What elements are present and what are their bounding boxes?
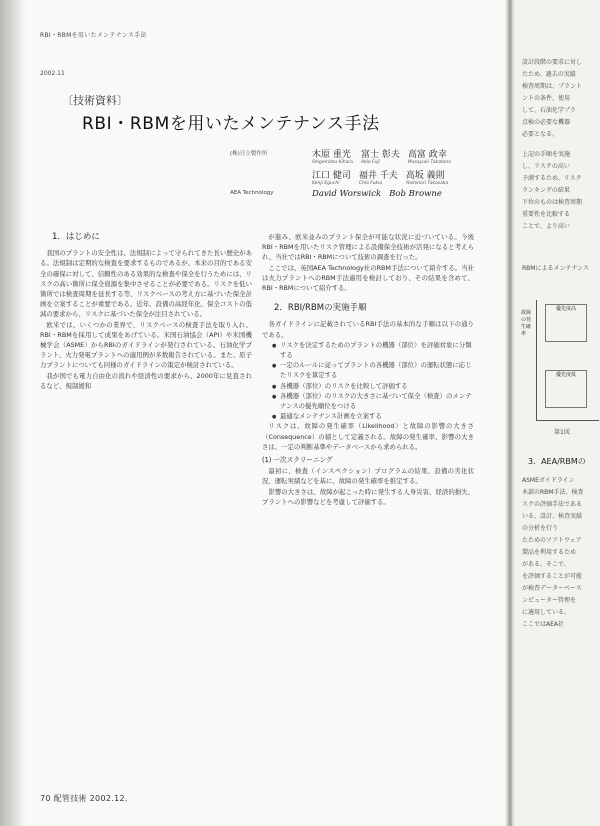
text-fragment: 設計段階の要求に対し — [522, 59, 583, 66]
text-fragment: し、リスクの高い — [522, 163, 570, 170]
body-paragraph: 各ガイドラインに記載されているRBI手法の基本的な手順は以下の通りである。 — [262, 320, 474, 339]
text-fragment: ランキングの結果 — [522, 187, 570, 194]
author-name: 高富 政幸 Masayuki Takatomi — [407, 150, 451, 165]
text-fragment: がある。そこで、 — [522, 561, 570, 568]
text-fragment: ASMEガイドライン — [522, 477, 575, 484]
article-title: RBI・RBMを用いたメンテナンス手法 — [82, 114, 380, 134]
body-paragraph: 我が国でも電力自由化の流れや経済性の要求から、2000年に見直されるなど、規制緩和 — [40, 371, 252, 390]
axis-label: 故障の発生確率 — [521, 310, 532, 337]
section-heading: 1．はじめに — [52, 232, 100, 242]
facing-page — [512, 0, 600, 826]
figure-cell: 優先度低 — [545, 370, 587, 408]
category-tag: 〔技術資料〕 — [62, 94, 128, 107]
author-name: Bob Browne — [389, 189, 442, 199]
author-name: 江口 健司 Kenji Eguchi — [312, 171, 351, 186]
text-fragment: 製品を利用するため — [522, 549, 577, 556]
risk-matrix-figure — [521, 300, 599, 421]
text-fragment: ここではAEA社 — [522, 621, 565, 628]
author-affiliation: AEA Technology — [230, 190, 274, 196]
list-item: ● 各機器（部位）のリスクの大きさに基づいて保全（検査）のメンテナンスの優先順位をつける — [272, 391, 474, 411]
text-fragment: いる。設計、検査実績 — [522, 513, 583, 520]
author-affiliation: (株)日立製作所 — [230, 151, 268, 157]
text-fragment: たため、過去の実績 — [522, 71, 576, 78]
text-fragment: 点検の必要な機器 — [522, 119, 571, 126]
author-row-1 — [230, 147, 505, 165]
body-paragraph: リスクは、故障の発生確率（Likelihood）と故障の影響の大きさ（Consequence）の積として定義される。故障の発生確率、影響の大きさは、一定の判断基準やデータベースから求められる。 — [262, 422, 474, 451]
issue-code: 2002.11 — [40, 70, 65, 77]
author-name: 高坂 義則 Yoshinori Takasaka — [405, 171, 449, 186]
text-fragment: を評価することが可能 — [522, 573, 583, 580]
text-fragment: 下位のものは検査周期 — [522, 199, 583, 206]
body-paragraph: が進み、欧米並みのプラント保全が可能な状況に近づいている。今後RBI・RBMを用いたリスク管理による設備保全技術が活発になると考えられ、当社ではRBI・RBMについて技術の調査を行った。 — [262, 233, 474, 262]
author-block — [230, 147, 505, 202]
text-fragment: スクの評価手法である — [522, 501, 583, 508]
figure-cell: 優先度高 — [545, 304, 587, 342]
text-fragment: の分析を行う — [522, 525, 559, 532]
text-fragment: 木部のRBM手法、検査 — [522, 489, 584, 496]
text-fragment: に適用している。 — [522, 609, 571, 616]
left-column — [40, 232, 252, 391]
right-column — [262, 232, 474, 507]
text-fragment: RBMによるメンテナンス — [522, 265, 589, 272]
author-row-3 — [230, 189, 505, 199]
text-fragment: ことで、より高い — [522, 223, 570, 230]
body-paragraph: ここでは、英国AEA Technology社のRBM手法について紹介する。当社は火力プラントへのRBM手法適用を検討しており、その結果を含めて、RBI・RBMについて紹介する。 — [262, 263, 474, 293]
text-fragment: 必要となる。 — [522, 131, 559, 138]
list-item: ● 一定のルールに従ってプラントの各機器（部位）の運転状態に応じたリスクを算定する — [272, 360, 474, 380]
body-paragraph: 欧米では、いくつかの業界で、リスクベースの検査手法を取り入れ、RBI・RBMを採用して成果をあげている。米国石油協会（API）や米国機械学会（ASME）からRBIのガイドラインが発行されている。石油化学プラント、火力発電プラントへの適用例が多数報告されている。また、原子力プラントについても同様のガイドラインの策定が検討されている。 — [40, 320, 252, 370]
text-fragment: して、石油化学プラ — [522, 107, 576, 114]
section-heading: 3．AEA/RBMの — [528, 457, 586, 466]
section-heading: 2．RBI/RBMの実施手順 — [274, 303, 367, 314]
page-footer: 70 配管技術 2002.12. — [40, 794, 128, 803]
text-fragment: たためのソフトウェア — [522, 537, 582, 544]
text-fragment: ントの条件、使用 — [522, 95, 571, 102]
procedure-list — [262, 340, 474, 422]
body-paragraph: 我国のプラントの安全性は、法規制によって守られてきた長い歴史がある。法規制は定期的な検査を要求するものであるが、本来の目的である安全の確保に対して、信頼性のある効果的な検査や保全を行うためには、リスクの高い箇所に保全資源を集中させることが必要である。リスクを低い箇所では検査周期を延長する等、リスクベースの考え方に基づいた保全計画を立案することが重要である。近年、設備の高経年化、保全コストの低減の要求から、リスクに基づいた保全が注目されている。 — [40, 249, 252, 319]
body-paragraph: 最初に、検査（インスペクション）プログラムの結果、設備の劣化状況、運転実績などを基に、故障の発生確率を推定する。 — [262, 467, 474, 486]
running-head: RBI・RBMを用いたメンテナンス手法 — [40, 32, 147, 39]
text-fragment: ンピューター管理を — [522, 597, 577, 604]
text-fragment: 検査周期は、プラント — [522, 83, 583, 90]
list-item: ● 最適なメンテナンス計画を立案する — [272, 411, 474, 421]
author-name: David Worswick — [312, 189, 382, 199]
author-name: 富士 彰夫 Akio Fuji — [361, 150, 400, 165]
text-fragment: 予測するため、リスク — [522, 175, 582, 182]
author-name: 福井 千夫 Chio Fukui — [358, 171, 398, 186]
body-paragraph: 影響の大きさは、故障が起こった時に発生する人身災害、経済的損失、プラントへの影響などを考慮して評価する。 — [262, 487, 474, 506]
text-fragment: 重要性を比較する — [522, 211, 571, 218]
list-item: ● 各機器（部位）のリスクを比較して評価する — [272, 381, 474, 391]
subsection-heading: (1) 一次スクリーニング — [262, 456, 333, 465]
text-fragment: 上記の手順を実施 — [522, 151, 571, 158]
text-fragment: が検査データーベース — [522, 585, 582, 592]
page-shadow — [0, 0, 26, 826]
author-row-2 — [230, 168, 505, 186]
author-name: 木原 重光 Shigemitsu Kihara — [312, 150, 354, 165]
list-item: ● リスクを決定するためのプラントの機器（部位）を評価対象に分類する — [272, 340, 474, 360]
figure-caption: 第1図 — [554, 429, 570, 436]
